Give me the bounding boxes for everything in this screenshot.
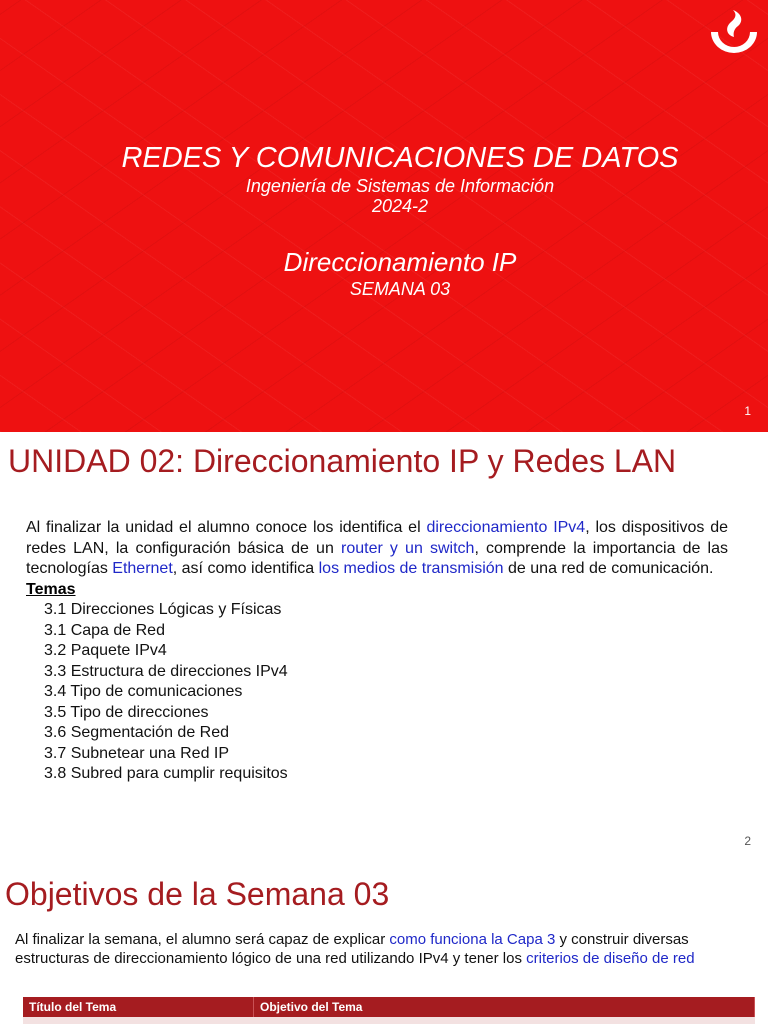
- link-direccionamiento-ipv4[interactable]: direccionamiento IPv4: [426, 519, 586, 536]
- title-slide: [0, 0, 768, 432]
- page-number: 2: [744, 834, 751, 848]
- paragraph-text: de una red de comunicación.: [503, 560, 714, 577]
- temas-heading: Temas: [26, 580, 76, 598]
- unit-title: UNIDAD 02: Direccionamiento IP y Redes LAN: [8, 443, 677, 479]
- column-header-objective: Objetivo del Tema: [254, 997, 755, 1017]
- link-router-switch[interactable]: router y un switch: [341, 539, 475, 557]
- topic-item: 3.5 Tipo de direcciones: [44, 703, 209, 721]
- table-row: [23, 1017, 755, 1024]
- paragraph-text: y construir diversas estructuras de direccionamiento lógico de una red utilizando IPv4 y tener los: [15, 931, 689, 967]
- objectives-table: [23, 997, 755, 1024]
- paragraph-text: Al finalizar la semana, el alumno será capaz de explicar: [15, 931, 390, 948]
- objectives-slide: [0, 864, 768, 1024]
- paragraph-text: , los dispositivos de redes LAN, la configuración básica de un: [26, 519, 729, 557]
- table-cell: [23, 1017, 254, 1024]
- unit-slide: [0, 432, 768, 864]
- paragraph-text: Al finalizar la unidad el alumno conoce los identifica el: [26, 519, 427, 536]
- topic-item: 3.8 Subred para cumplir requisitos: [44, 765, 288, 782]
- term-year: 2024-2: [371, 196, 429, 216]
- paragraph-text: , así como identifica: [172, 560, 319, 577]
- course-title: REDES Y COMUNICACIONES DE DATOS: [121, 142, 679, 174]
- paragraph-text: , comprende la importancia de las tecnologías: [26, 539, 729, 577]
- topic-item: 3.2 Paquete IPv4: [44, 642, 167, 659]
- column-header-title: Título del Tema: [23, 997, 254, 1017]
- topic-item: 3.1 Capa de Red: [44, 621, 165, 639]
- objectives-paragraph: [15, 930, 755, 968]
- link-criterios-diseno[interactable]: criterios de diseño de red: [526, 950, 695, 967]
- table-header-row: [23, 997, 755, 1017]
- upc-logo-icon: [706, 10, 762, 56]
- topic-item: 3.3 Estructura de direcciones IPv4: [44, 662, 288, 680]
- link-ethernet[interactable]: Ethernet: [112, 560, 173, 577]
- topic-item: 3.4 Tipo de comunicaciones: [44, 683, 243, 700]
- objectives-title: Objetivos de la Semana 03: [5, 876, 390, 912]
- page-number: 1: [744, 404, 751, 418]
- topic-title: Direccionamiento IP: [283, 247, 517, 277]
- table-cell: [254, 1017, 755, 1024]
- topic-item: 3.6 Segmentación de Red: [44, 724, 230, 741]
- topic-item: 3.7 Subnetear una Red IP: [44, 744, 230, 762]
- link-medios-transmision[interactable]: los medios de transmisión: [318, 560, 504, 577]
- topic-list: [26, 600, 728, 785]
- unit-paragraph: [26, 518, 728, 580]
- link-capa-3[interactable]: como funciona la Capa 3: [389, 931, 556, 948]
- unit-description: [26, 518, 728, 785]
- topic-item: 3.1 Direcciones Lógicas y Físicas: [44, 601, 282, 618]
- program-name: Ingeniería de Sistemas de Información: [245, 176, 555, 196]
- week-label: SEMANA 03: [349, 279, 451, 299]
